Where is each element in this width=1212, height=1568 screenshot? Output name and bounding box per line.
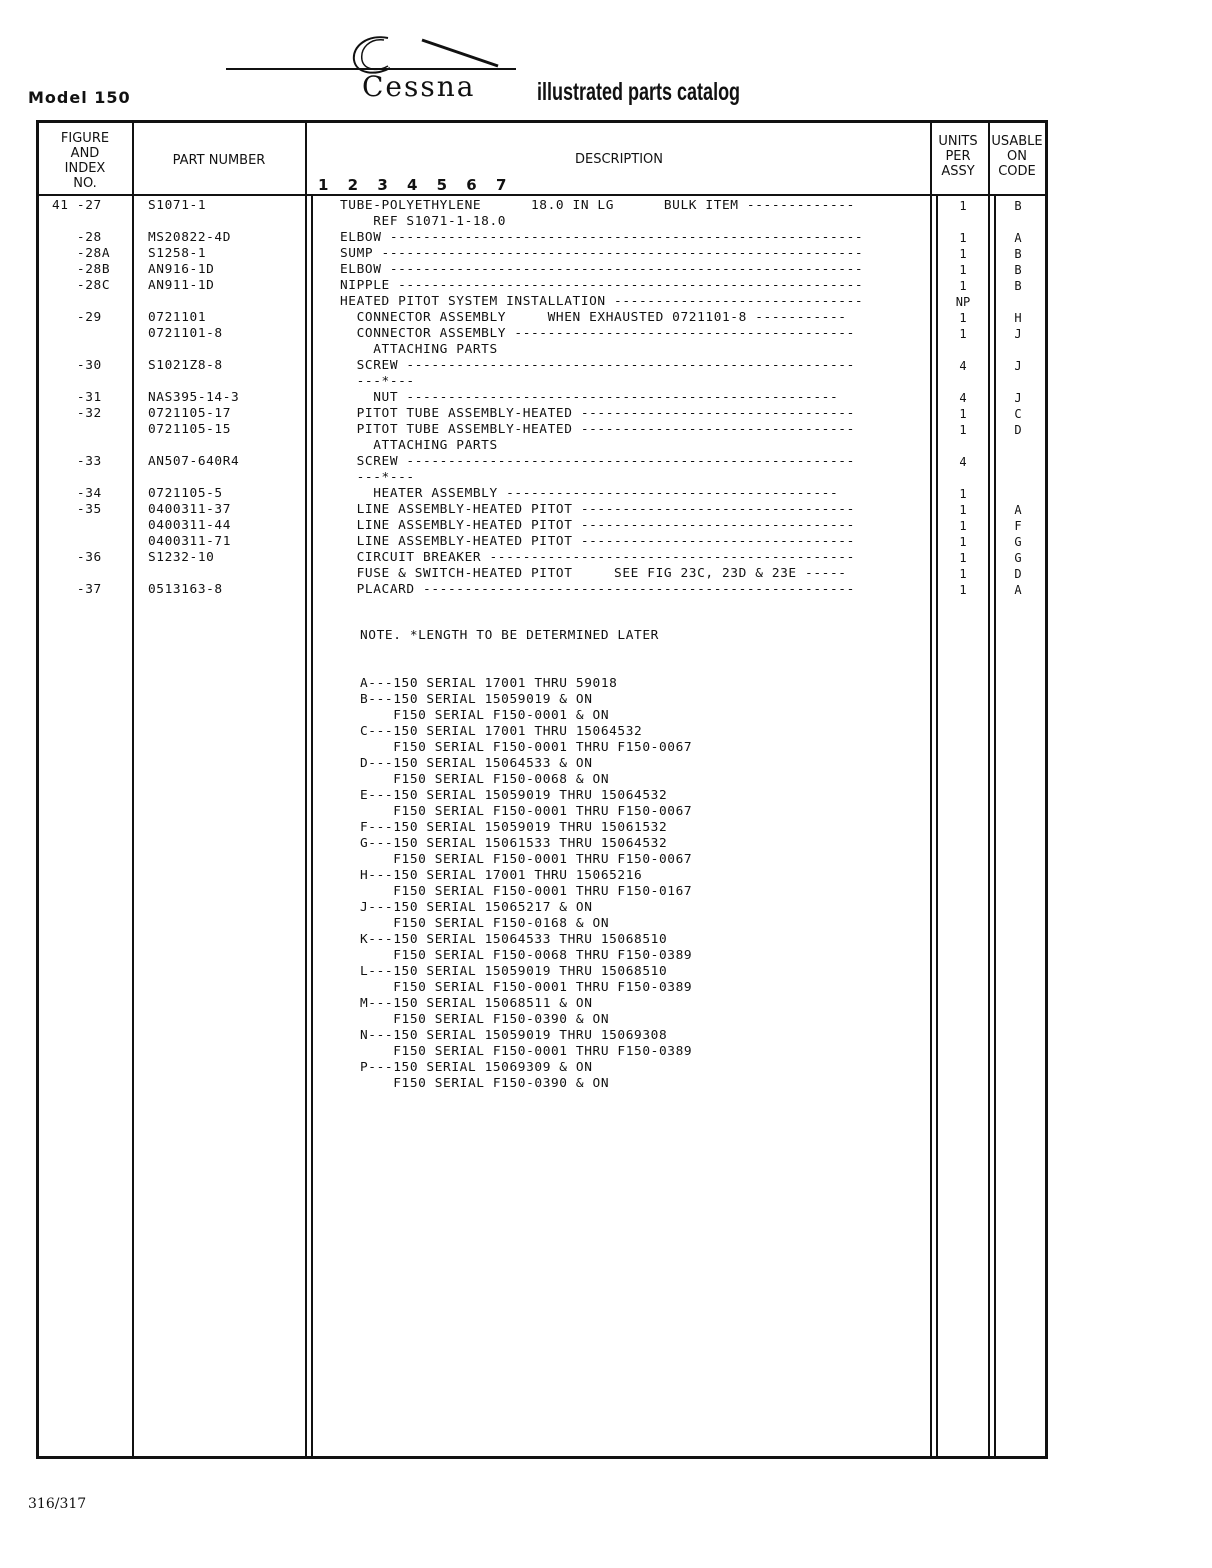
part-number: S1071-1 [148,198,207,213]
part-description: CONNECTOR ASSEMBLY ----------------------------------------- [340,326,855,341]
table-row [0,438,1048,454]
serial-code-line: F---150 SERIAL 15059019 THRU 15061532 [360,820,668,835]
usable-on-code: J [1014,359,1022,373]
serial-code-line: D---150 SERIAL 15064533 & ON [360,756,593,771]
units-per-assy: 1 [959,247,967,261]
table-row [0,230,1048,246]
usable-on-code: J [1014,327,1022,341]
figure-index: -35 [52,502,102,517]
serial-code-line: F150 SERIAL F150-0390 & ON [360,1012,610,1027]
table-row [0,358,1048,374]
part-number: MS20822-4D [148,230,232,245]
serial-code-line: K---150 SERIAL 15064533 THRU 15068510 [360,932,668,947]
part-number: 0400311-37 [148,502,232,517]
figure-index: -29 [52,310,102,325]
figure-index: 41 -27 [52,198,102,213]
part-description: NIPPLE -------------------------------------------------------- [340,278,864,293]
table-row [0,454,1048,470]
serial-code-line: J---150 SERIAL 15065217 & ON [360,900,593,915]
serial-code-line: F150 SERIAL F150-0168 & ON [360,916,610,931]
part-description: REF S1071-1-18.0 [340,214,507,229]
usable-on-code: F [1014,519,1022,533]
part-description: ATTACHING PARTS [340,342,498,357]
header-figure-index: FIGURE AND INDEX NO. [60,131,110,191]
usable-on-code: H [1014,311,1022,325]
part-description: CIRCUIT BREAKER -------------------------------------------- [340,550,855,565]
part-description: FUSE & SWITCH-HEATED PITOT SEE FIG 23C, 23D & 23E ----- [340,566,847,581]
figure-index: -30 [52,358,102,373]
part-number: 0721105-17 [148,406,232,421]
serial-code-line: F150 SERIAL F150-0001 THRU F150-0389 [360,980,693,995]
part-description: LINE ASSEMBLY-HEATED PITOT --------------------------------- [340,518,855,533]
catalog-title: illustrated parts catalog [537,78,741,106]
part-number: 0721105-15 [148,422,232,437]
figure-index: -31 [52,390,102,405]
usable-on-code: G [1014,551,1022,565]
units-per-assy: 1 [959,407,967,421]
usable-on-code: B [1014,263,1022,277]
units-per-assy: 1 [959,551,967,565]
figure-index: -28B [52,262,111,277]
serial-code-line: F150 SERIAL F150-0390 & ON [360,1076,610,1091]
usable-on-code: G [1014,535,1022,549]
serial-code-line: N---150 SERIAL 15059019 THRU 15069308 [360,1028,668,1043]
length-note: NOTE. *LENGTH TO BE DETERMINED LATER [360,628,659,643]
figure-index: -36 [52,550,102,565]
serial-code-line: F150 SERIAL F150-0001 THRU F150-0389 [360,1044,693,1059]
serial-code-line: P---150 SERIAL 15069309 & ON [360,1060,593,1075]
table-row [0,294,1048,310]
model-label: Model 150 [28,88,131,107]
serial-code-line: F150 SERIAL F150-0001 THRU F150-0067 [360,804,693,819]
figure-index: -34 [52,486,102,501]
units-per-assy: 1 [959,567,967,581]
part-number: 0400311-44 [148,518,232,533]
table-row [0,470,1048,486]
units-per-assy: 1 [959,583,967,597]
usable-on-code: A [1014,583,1022,597]
header-divider [38,194,1046,196]
table-row [0,374,1048,390]
table-row [0,406,1048,422]
units-per-assy: NP [955,295,971,309]
figure-index: -32 [52,406,102,421]
units-per-assy: 1 [959,535,967,549]
part-number: S1232-10 [148,550,215,565]
usable-on-code: B [1014,279,1022,293]
serial-code-line: F150 SERIAL F150-0068 & ON [360,772,610,787]
table-row [0,310,1048,326]
table-row [0,502,1048,518]
page-number: 316/317 [28,1496,87,1512]
serial-code-line: C---150 SERIAL 17001 THRU 15064532 [360,724,643,739]
units-per-assy: 4 [959,455,967,469]
units-per-assy: 1 [959,279,967,293]
table-row [0,326,1048,342]
header-part-number: PART NUMBER [172,153,266,168]
table-row [0,246,1048,262]
part-description: CONNECTOR ASSEMBLY WHEN EXHAUSTED 0721101-8 ----------- [340,310,847,325]
serial-code-line: E---150 SERIAL 15059019 THRU 15064532 [360,788,668,803]
usable-on-code: B [1014,199,1022,213]
serial-code-line: M---150 SERIAL 15068511 & ON [360,996,593,1011]
usable-on-code: B [1014,247,1022,261]
units-per-assy: 4 [959,359,967,373]
usable-on-code: C [1014,407,1022,421]
figure-index: -33 [52,454,102,469]
usable-on-code: A [1014,503,1022,517]
table-row [0,342,1048,358]
table-row [0,214,1048,230]
part-number: AN507-640R4 [148,454,240,469]
part-description: SCREW ------------------------------------------------------ [340,358,855,373]
part-number: NAS395-14-3 [148,390,240,405]
table-row [0,566,1048,582]
brand-logo: Cessna [362,70,476,103]
units-per-assy: 1 [959,263,967,277]
part-description: HEATER ASSEMBLY ---------------------------------------- [340,486,839,501]
part-description: PITOT TUBE ASSEMBLY-HEATED --------------------------------- [340,406,855,421]
part-description: SUMP ---------------------------------------------------------- [340,246,864,261]
part-number: 0721105-5 [148,486,223,501]
units-per-assy: 1 [959,231,967,245]
part-number: AN916-1D [148,262,215,277]
serial-code-line: H---150 SERIAL 17001 THRU 15065216 [360,868,643,883]
serial-code-line: F150 SERIAL F150-0068 THRU F150-0389 [360,948,693,963]
part-description: PITOT TUBE ASSEMBLY-HEATED --------------------------------- [340,422,855,437]
table-row [0,518,1048,534]
units-per-assy: 1 [959,519,967,533]
header-description: DESCRIPTION [575,152,663,167]
figure-index: -28A [52,246,111,261]
table-row [0,582,1048,598]
units-per-assy: 1 [959,487,967,501]
table-row [0,390,1048,406]
table-row [0,486,1048,502]
part-number: 0721101 [148,310,207,325]
part-description: NUT ---------------------------------------------------- [340,390,839,405]
part-description: ELBOW --------------------------------------------------------- [340,230,864,245]
part-description: ATTACHING PARTS [340,438,498,453]
figure-index: -37 [52,582,102,597]
part-description: ELBOW --------------------------------------------------------- [340,262,864,277]
part-description: PLACARD ---------------------------------------------------- [340,582,855,597]
serial-code-line: A---150 SERIAL 17001 THRU 59018 [360,676,618,691]
units-per-assy: 1 [959,423,967,437]
header-usable-on-code: USABLE ON CODE [991,134,1043,179]
table-row [0,262,1048,278]
units-per-assy: 1 [959,503,967,517]
units-per-assy: 1 [959,199,967,213]
part-number: 0513163-8 [148,582,223,597]
figure-index: -28 [52,230,102,245]
part-description: ---*--- [340,470,415,485]
usable-on-code: D [1014,567,1022,581]
figure-index: -28C [52,278,111,293]
usable-on-code: D [1014,423,1022,437]
serial-code-line: F150 SERIAL F150-0001 THRU F150-0067 [360,852,693,867]
table-row [0,198,1048,214]
units-per-assy: 1 [959,311,967,325]
header-units-per-assy: UNITS PER ASSY [938,134,978,179]
table-row [0,422,1048,438]
part-description: TUBE-POLYETHYLENE 18.0 IN LG BULK ITEM ------------- [340,198,855,213]
part-number: 0400311-71 [148,534,232,549]
usable-on-code: A [1014,231,1022,245]
part-number: S1258-1 [148,246,207,261]
usable-on-code: J [1014,391,1022,405]
units-per-assy: 4 [959,391,967,405]
serial-code-line: L---150 SERIAL 15059019 THRU 15068510 [360,964,668,979]
serial-code-line: B---150 SERIAL 15059019 & ON [360,692,593,707]
part-description: HEATED PITOT SYSTEM INSTALLATION ------------------------------ [340,294,864,309]
part-description: LINE ASSEMBLY-HEATED PITOT --------------------------------- [340,534,855,549]
part-description: ---*--- [340,374,415,389]
serial-code-line: F150 SERIAL F150-0001 THRU F150-0067 [360,740,693,755]
serial-code-line: F150 SERIAL F150-0001 & ON [360,708,610,723]
units-per-assy: 1 [959,327,967,341]
indent-scale: 1 2 3 4 5 6 7 [318,176,514,194]
part-number: AN911-1D [148,278,215,293]
serial-code-line: F150 SERIAL F150-0001 THRU F150-0167 [360,884,693,899]
part-description: LINE ASSEMBLY-HEATED PITOT --------------------------------- [340,502,855,517]
part-description: SCREW ------------------------------------------------------ [340,454,855,469]
serial-code-line: G---150 SERIAL 15061533 THRU 15064532 [360,836,668,851]
part-number: 0721101-8 [148,326,223,341]
table-row [0,534,1048,550]
table-row [0,278,1048,294]
table-row [0,550,1048,566]
part-number: S1021Z8-8 [148,358,223,373]
